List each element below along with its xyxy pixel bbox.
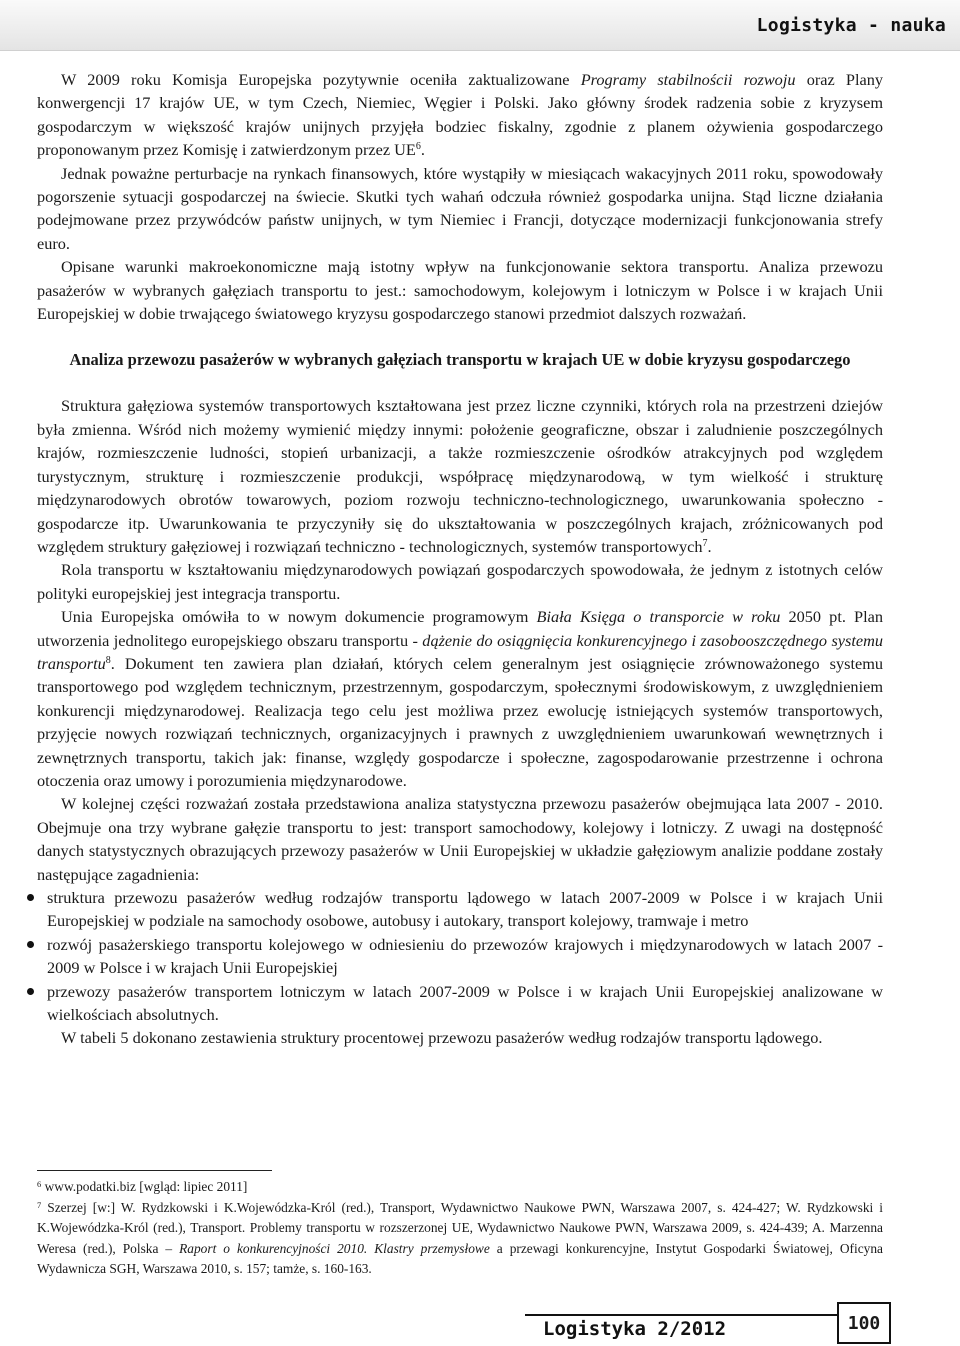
section-paragraph-5: W tabeli 5 dokonano zestawienia struktury procentowej przewozu pasażerów według rodzajów transportu lądowego. — [61, 1028, 823, 1048]
list-item — [37, 886, 883, 933]
section-p3-text-a: Unia Europejska omówiła to w nowym dokumencie programowym — [61, 607, 537, 627]
topics-bullet-list — [37, 886, 883, 1026]
section-p3-text-b: 2050 pt. Plan utworzenia jednolitego europejskiego obszaru transportu - — [37, 607, 883, 650]
bullet-icon — [27, 988, 34, 995]
intro-paragraph-3: Opisane warunki makroekonomiczne mają istotny wpływ na funkcjonowanie sektora transportu. Analiza przewozu pasażerów w wybranych gałęziach transportu to jest.: samochodowym, kolejowym i lotniczym w Polsce i w krajach Unii Europejskiej w dobie trwającego światowego kryzysu gospodarczego stanowi przedmiot dalszych rozważań. — [37, 257, 883, 324]
footnote-ref-6: 6 — [415, 141, 421, 153]
footnote-ref-7: 7 — [702, 537, 708, 549]
page-number: 100 — [837, 1302, 891, 1344]
footnote-divider — [37, 1170, 272, 1171]
running-header-title: Logistyka - nauka — [756, 15, 946, 36]
section-p3-italic-subtitle: dążenie do osiągnięcia konkurencyjnego i zasobooszczędnego systemu transportu — [37, 630, 883, 673]
list-item — [37, 980, 883, 1027]
footnote-6-text: www.podatki.biz [wgląd: lipiec 2011] — [41, 1179, 248, 1194]
section-paragraph-3 — [37, 605, 883, 792]
footnotes — [37, 1177, 883, 1280]
intro-p1-text-c: . — [420, 140, 425, 160]
section-p3-text-c: . Dokument ten zawiera plan działań, których celem generalnym jest osiągnięcie zrównoważonego systemu transportowego pod względem technicznym, przestrzennym, gospodarczym, społecznymi środowiskowym, z uwzględnieniem konkurencji międzynarodowej. Realizacja tego celu jest możliwa przez ewolucję istniejących systemów transportowych, przyjęcie nowych rozwiązań technicznych, organizacyjnych i prawnych z uwzględnieniem uwarunkowań wewnętrznych i zewnętrznych transportu, takich jak: finanse, względy gospodarcze i społeczne, zagospodarowanie przestrzenne i ochrona otoczenia oraz umowy i porozumienia międzynarodowe. — [37, 653, 883, 790]
intro-p1-text-a: W 2009 roku Komisja Europejska pozytywnie oceniła zaktualizowane — [61, 70, 581, 89]
footer-journal-title: Logistyka 2/2012 — [543, 1318, 727, 1340]
list-item-text: rozwój pasażerskiego transportu kolejowego w odniesieniu do przewozów krajowych i międzynarodowych w latach 2007 - 2009 w Polsce i w krajach Unii Europejskiej — [47, 934, 883, 978]
section-heading: Analiza przewozu pasażerów w wybranych gałęziach transportu w krajach UE w dobie kryzysu gospodarczego — [69, 350, 851, 370]
header-bar — [0, 0, 960, 51]
section-paragraph-1 — [37, 394, 883, 558]
bullet-icon — [27, 894, 34, 901]
bullet-icon — [27, 941, 34, 948]
intro-p1-italic: Programy stabilnościi rozwoju — [580, 70, 796, 89]
intro-paragraph-2: Jednak poważne perturbacje na rynkach finansowych, które wystąpiły w miesiącach wakacyjnych 2011 roku, spowodowały pogorszenie sytuacji gospodarczej na świecie. Skutki tych wahań odczuła również gospodarka unijna. Stąd liczne działania podejmowane przez przywódców państw unijnych, w tym Niemiec i Francji, dotyczące modernizacji funkcjonowania strefy euro. — [37, 163, 883, 253]
article-body — [37, 68, 883, 1050]
list-item-text: przewozy pasażerów transportem lotniczym w latach 2007-2009 w Polsce i w krajach Unii Europejskiej analizowane w wielkościach absolutnych. — [47, 981, 883, 1025]
section-p1-text: Struktura gałęziowa systemów transportowych kształtowana jest przez liczne czynniki, których rola na przestrzeni dziejów była zmienna. Wśród nich możemy wymienić między innymi: położenie geograficzne, obszar i zaludnienie poszczególnych krajów, rozmieszczenie ludności, stopień urbanizacji, a także rozmieszczenie ośrodków atrakcyjnych pod względem turystycznym, strukturę i rozmieszczenie produkcji, współpracę międzynarodową, w tym wielkość i strukturę międzynarodowych obrotów towarowych, poziom rozwoju techniczno-technologicznego, uwarunkowania społeczno - gospodarcze itp. Uwarunkowania te przyczyniły się do ukształtowania w poszczególnych krajach, zróżnicowanych pod względem struktury gałęziowej i rozwiązań techniczno - technologicznych, systemów transportowych — [37, 396, 883, 556]
list-item-text: struktura przewozu pasażerów według rodzajów transportu lądowego w latach 2007-2009 w Polsce i w krajach Unii Europejskiej w podziale na samochody osobowe, autobusy i autokary, transport kolejowy, tramwaje i metro — [47, 888, 883, 931]
footnote-7-number: 7 — [37, 1199, 42, 1210]
footnote-7-text-a: Szerzej [w:] W. Rydzkowski i K.Wojewódzka-Król (red.), Transport, Wydawnictwo Naukowe PWN, Warszawa 2007, s. 424-427; W. Rydzkowski i K.Wojewódzka-Król (red.), Transport. Problemy transportu w rozszerzonej UE, Wydawnictwo Naukowe PWN, Warszawa 2009, s. 424-439; A. Marzenna Weresa (red.), Polska – — [37, 1199, 883, 1256]
footnote-6 — [37, 1177, 883, 1198]
section-paragraph-4: W kolejnej części rozważań została przedstawiona analiza statystyczna przewozu pasażerów obejmująca lata 2007 - 2010. Obejmuje ona trzy wybrane gałęzie transportu to jest: transport samochodowy, kolejowy i lotniczy. Z uwagi na dostępność danych statystycznych obrazujących przewozy pasażerów w Unii Europejskiej w układzie gałęziowym analizie poddane zostały następujące zagadnienia: — [37, 794, 883, 884]
footnote-ref-8: 8 — [105, 654, 111, 666]
section-paragraph-2: Rola transportu w kształtowaniu międzynarodowych powiązań gospodarczych spowodowała, że jednym z istotnych celów polityki europejskiej jest integracja transportu. — [37, 560, 883, 603]
footnote-7-text-b: a przewagi konkurencyjne, Instytut Gospodarki Światowej, Oficyna Wydawnicza SGH, Warszawa 2010, s. 157; tamże, s. 160-163. — [37, 1240, 883, 1276]
section-p3-italic-title: Biała Księga o transporcie w roku — [536, 607, 781, 627]
intro-p1-text-b: oraz Plany konwergencji 17 krajów UE, w tym Czech, Niemiec, Węgier i Polski. Jako główny środek radzenia sobie z kryzysem gospodarczym w większość krajów unijnych przyjęła bodziec fiskalny, zgodnie z planem ożywienia gospodarczego proponowanym przez Komisję i zatwierdzonym przez UE — [37, 70, 883, 160]
footnote-7 — [37, 1198, 883, 1280]
footnote-7-italic: Raport o konkurencyjności 2010. Klastry przemysłowe — [179, 1240, 490, 1256]
footnote-6-number: 6 — [37, 1179, 42, 1189]
section-p1-end: . — [707, 536, 712, 556]
intro-paragraph-1 — [37, 68, 883, 162]
footer-divider — [525, 1314, 837, 1316]
list-item — [37, 933, 883, 980]
